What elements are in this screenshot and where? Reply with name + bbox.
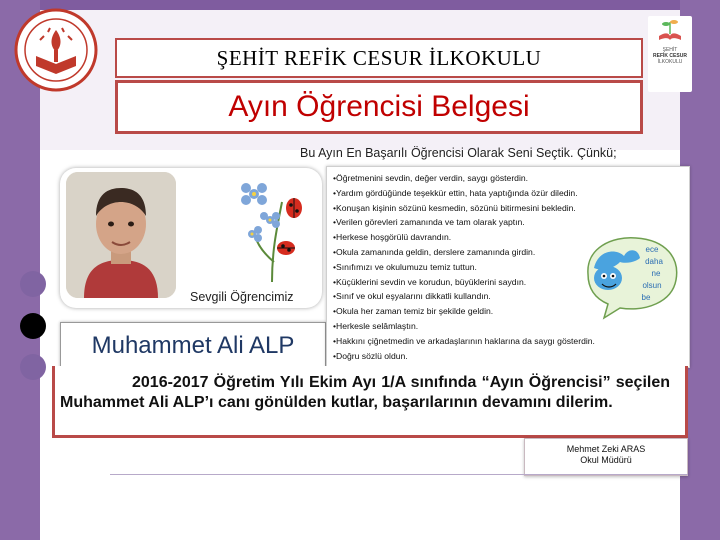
school-logo-line: İLKOKULU: [657, 59, 683, 65]
reason-item: •Sınıfımızı ve okulumuzu temiz tuttun.: [333, 261, 477, 272]
book-sprout-icon: [655, 16, 685, 42]
student-caption: Sevgili Öğrencimiz: [190, 290, 294, 304]
reason-item: •Okula zamanında geldin, derslere zamanında girdin.: [333, 246, 536, 257]
reason-item: •Herkesle selâmlaştın.: [333, 320, 419, 331]
subtitle: Bu Ayın En Başarılı Öğrencisi Olarak Seni Seçtik. Çünkü;: [300, 146, 617, 160]
decorative-circle: [20, 313, 46, 339]
decorative-circle: [20, 271, 46, 297]
student-photo: [66, 172, 176, 298]
student-name: Muhammet Ali ALP: [91, 332, 295, 359]
student-name-box: [60, 322, 326, 370]
reason-item: •Konuşan kişinin sözünü kesmedin, sözünü bitirmesini bekledin.: [333, 202, 576, 213]
congrats-paragraph: 2016-2017 Öğretim Yılı Ekim Ayı 1/A sınıfında “Ayın Öğrencisi” seçilen Muhammet Ali ALP’ı canı gönülden kutlar, başarılarının devamını dilerim.: [60, 374, 670, 411]
document-title-box: [115, 80, 643, 134]
smurf-text: olsun: [642, 281, 662, 290]
signature-title: Okul Müdürü: [580, 455, 632, 465]
reason-item: •Küçüklerini sevdin ve korudun, büyüklerini saydın.: [333, 276, 527, 287]
signature-box: [524, 438, 688, 476]
smurf-speech-bubble-icon: [580, 228, 684, 320]
ministry-logo-icon: [10, 6, 102, 94]
school-logo-line: REFİK CESUR: [653, 53, 687, 59]
school-logo-line: ŞEHİT: [662, 47, 678, 53]
signature-name: Mehmet Zeki ARAS: [566, 444, 646, 454]
decorative-circle: [20, 354, 46, 380]
divider-line: [110, 474, 688, 475]
forget-me-not-ladybug-icon: [232, 172, 316, 282]
reason-item: •Sınıf ve okul eşyalarını dikkatli kullandın.: [333, 291, 491, 302]
reason-item: •Okula her zaman temiz bir şekilde geldin.: [333, 306, 494, 317]
reason-item: •Hakkını çiğnetmedin ve arkadaşlarının haklarına da saygı gösterdin.: [333, 335, 595, 346]
school-name-box: [115, 38, 643, 78]
reason-item: •Doğru sözlü oldun.: [333, 350, 408, 361]
school-name: ŞEHİT REFİK CESUR İLKOKULU: [216, 45, 542, 70]
document-title: Ayın Öğrencisi Belgesi: [228, 90, 530, 123]
smurf-text: ece: [645, 245, 659, 254]
smurf-text: ne: [651, 269, 661, 278]
reason-item: •Herkese hoşgörülü davrandın.: [333, 232, 452, 243]
reason-item: •Öğretmenini sevdin, değer verdin, saygı gösterdin.: [333, 173, 529, 183]
smurf-text: daha: [645, 257, 663, 266]
reason-item: •Yardım gördüğünde teşekkür ettin, hata yaptığında özür diledin.: [333, 187, 578, 198]
school-logo: [648, 16, 692, 92]
reason-item: •Verilen görevleri zamanında ve tam olarak yaptın.: [333, 217, 525, 228]
smurf-text: be: [641, 293, 651, 302]
